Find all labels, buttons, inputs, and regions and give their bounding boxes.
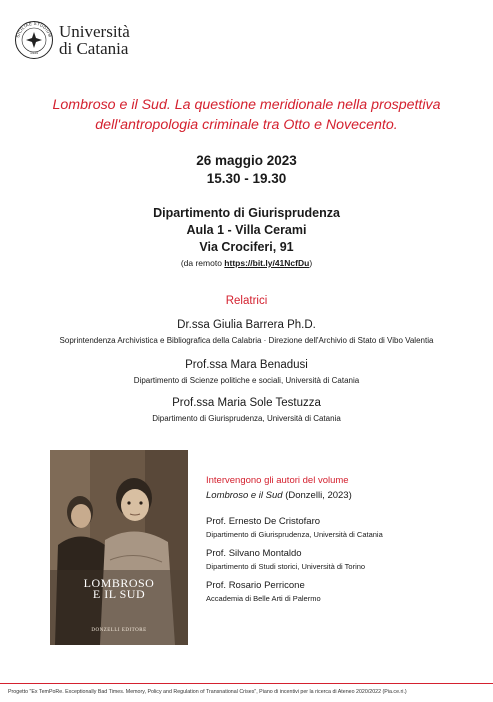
author-1 bbox=[206, 516, 476, 540]
speaker-3 bbox=[0, 396, 493, 424]
author-2 bbox=[206, 548, 476, 572]
logo-line-1: Università bbox=[59, 22, 130, 41]
event-date: 26 maggio 2023 bbox=[196, 153, 297, 168]
authors-section bbox=[206, 474, 476, 604]
footer-text: Progetto "Ex TemPoRe. Exceptionally Bad Times. Memory, Policy and Regulation of Transnational Crises", Piano di incentivi per la ricerca di Ateneo 2020/2022 (Pia.ce.ri.) bbox=[8, 689, 407, 695]
author-affiliation: Dipartimento di Giurisprudenza, Università di Catania bbox=[206, 530, 383, 539]
relatrici-heading: Relatrici bbox=[225, 295, 268, 307]
title-line-1: Lombroso e il Sud. La questione meridionale nella prospettiva bbox=[52, 97, 441, 113]
venue-line-2: Aula 1 - Villa Cerami bbox=[186, 223, 307, 237]
book-title: Lombroso e il Sud bbox=[206, 490, 283, 501]
speaker-name: Dr.ssa Giulia Barrera Ph.D. bbox=[177, 319, 316, 331]
venue-line-1: Dipartimento di Giurisprudenza bbox=[153, 206, 340, 220]
university-logo bbox=[14, 20, 130, 60]
speaker-name: Prof.ssa Mara Benadusi bbox=[185, 359, 308, 371]
remote-access bbox=[0, 258, 493, 268]
seal-text: SICILIAE STUDIUM bbox=[15, 20, 53, 39]
seal-year: 1434 bbox=[30, 51, 38, 55]
speaker-affiliation: Dipartimento di Giurisprudenza, Università di Catania bbox=[152, 414, 341, 423]
speaker-2 bbox=[0, 358, 493, 386]
author-name: Prof. Silvano Montaldo bbox=[206, 548, 302, 559]
venue-line-3: Via Crociferi, 91 bbox=[199, 240, 294, 254]
book-cover-title-line-1: LOMBROSO bbox=[83, 576, 155, 590]
speaker-affiliation: Soprintendenza Archivistica e Bibliografica della Calabria · Direzione dell'Archivio di Stato di Vibo Valentia bbox=[59, 336, 434, 345]
speaker-affiliation: Dipartimento di Scienze politiche e sociali, Università di Catania bbox=[133, 376, 360, 385]
remote-prefix: (da remoto bbox=[180, 258, 225, 268]
book-cover-title-line-2: E IL SUD bbox=[92, 587, 146, 601]
book-publisher-year: (Donzelli, 2023) bbox=[282, 490, 352, 501]
author-affiliation: Dipartimento di Studi storici, Università di Torino bbox=[206, 562, 366, 571]
event-datetime bbox=[0, 152, 493, 188]
logo-line-2: di Catania bbox=[59, 39, 129, 58]
book-cover-photo bbox=[50, 450, 188, 645]
author-affiliation: Accademia di Belle Arti di Palermo bbox=[206, 594, 321, 603]
footer-divider bbox=[0, 683, 493, 684]
authors-heading: Intervengono gli autori del volume bbox=[206, 475, 349, 486]
remote-suffix: ) bbox=[309, 258, 313, 268]
event-venue bbox=[0, 205, 493, 256]
university-seal-icon bbox=[14, 20, 54, 60]
book-cover-image bbox=[50, 450, 188, 645]
author-name: Prof. Ernesto De Cristofaro bbox=[206, 516, 321, 527]
remote-link[interactable]: https://bit.ly/41NcfDu bbox=[224, 258, 310, 268]
event-title bbox=[10, 95, 483, 135]
speaker-1 bbox=[0, 318, 493, 346]
author-name: Prof. Rosario Perricone bbox=[206, 580, 305, 591]
book-cover-publisher: DONZELLI EDITORE bbox=[91, 628, 147, 633]
book-cover-title bbox=[50, 578, 188, 600]
event-time: 15.30 - 19.30 bbox=[206, 171, 287, 186]
speaker-name: Prof.ssa Maria Sole Testuzza bbox=[172, 397, 321, 409]
title-line-2: dell'antropologia criminale tra Otto e Novecento. bbox=[95, 117, 398, 133]
author-3 bbox=[206, 580, 476, 604]
book-reference bbox=[206, 489, 476, 502]
